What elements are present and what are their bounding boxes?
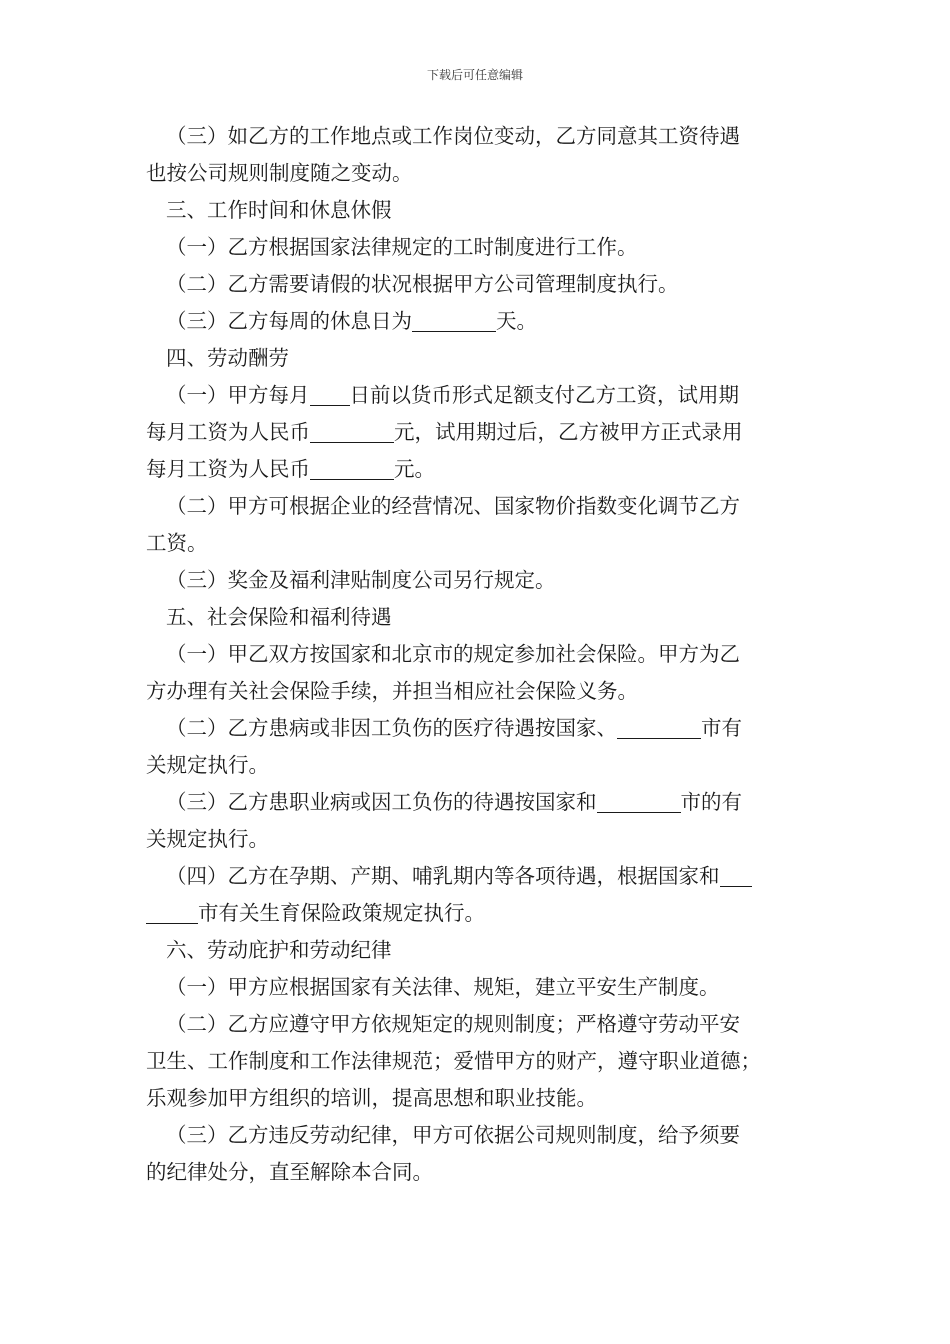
paragraph: （二）乙方应遵守甲方依规矩定的规则制度；严格遵守劳动平安 xyxy=(166,1012,740,1036)
paragraph-continuation: 关规定执行。 xyxy=(146,827,269,851)
paragraph xyxy=(146,710,818,747)
paragraph: （一）甲方应根据国家有关法律、规矩，建立平安生产制度。 xyxy=(166,975,720,999)
paragraph xyxy=(146,377,818,414)
paragraph: （一）甲乙双方按国家和北京市的规定参加社会保险。甲方为乙 xyxy=(166,642,740,666)
text-segment: （二）乙方患病或非因工负伤的医疗待遇按国家、 xyxy=(166,716,617,740)
text-segment: 市的有 xyxy=(680,790,742,814)
text-segment: 每月工资为人民币 xyxy=(146,457,310,481)
paragraph: （三）奖金及福利津贴制度公司另行规定。 xyxy=(166,568,556,592)
paragraph-continuation xyxy=(146,414,818,451)
paragraph-continuation: 的纪律处分，直至解除本合同。 xyxy=(146,1160,433,1184)
text-segment: 元，试用期过后，乙方被甲方正式录用 xyxy=(394,420,743,444)
document-body xyxy=(146,118,818,1191)
paragraph-continuation xyxy=(146,155,818,192)
paragraph-continuation: 卫生、工作制度和工作法律规范；爱惜甲方的财产，遵守职业道德； xyxy=(146,1049,761,1073)
paragraph: （三）乙方违反劳动纪律，甲方可依据公司规则制度，给予须要 xyxy=(166,1123,740,1147)
text-line: 也按公司规则制度随之变动。 xyxy=(146,161,413,185)
text-line: （三）如乙方的工作地点或工作岗位变动，乙方同意其工资待遇 xyxy=(166,124,740,148)
paragraph: （一）乙方根据国家法律规定的工时制度进行工作。 xyxy=(166,235,638,259)
paragraph-continuation: 方办理有关社会保险手续，并担当相应社会保险义务。 xyxy=(146,679,638,703)
fill-in-blank[interactable] xyxy=(310,457,394,480)
fill-in-blank[interactable] xyxy=(146,901,198,924)
fill-in-blank[interactable] xyxy=(310,420,394,443)
text-segment: 日前以货币形式足额支付乙方工资，试用期 xyxy=(349,383,739,407)
page-header: 下载后可任意编辑 xyxy=(426,68,523,82)
text-segment: （三）乙方患职业病或因工负伤的待遇按国家和 xyxy=(166,790,597,814)
fill-in-blank[interactable] xyxy=(720,864,752,887)
paragraph-continuation xyxy=(146,895,818,932)
fill-in-blank[interactable] xyxy=(597,790,681,813)
paragraph: （二）甲方可根据企业的经营情况、国家物价指数变化调节乙方 xyxy=(166,494,740,518)
paragraph xyxy=(146,303,818,340)
text-segment: 元。 xyxy=(394,457,435,481)
fill-in-blank[interactable] xyxy=(412,309,496,332)
text-segment: 每月工资为人民币 xyxy=(146,420,310,444)
section-heading: 六、劳动庇护和劳动纪律 xyxy=(166,938,392,962)
paragraph xyxy=(146,858,818,895)
text-segment: （四）乙方在孕期、产期、哺乳期内等各项待遇，根据国家和 xyxy=(166,864,720,888)
section-heading: 五、社会保险和福利待遇 xyxy=(166,605,392,629)
fill-in-blank[interactable] xyxy=(310,383,350,406)
fill-in-blank[interactable] xyxy=(617,716,701,739)
paragraph: （二）乙方需要请假的状况根据甲方公司管理制度执行。 xyxy=(166,272,679,296)
paragraph xyxy=(146,784,818,821)
section-heading: 四、劳动酬劳 xyxy=(166,346,289,370)
text-segment: （一）甲方每月 xyxy=(166,383,310,407)
paragraph-continuation xyxy=(146,451,818,488)
text-segment: 市有 xyxy=(701,716,742,740)
paragraph-continuation: 乐观参加甲方组织的培训，提高思想和职业技能。 xyxy=(146,1086,597,1110)
text-segment: 天。 xyxy=(496,309,537,333)
paragraph-continuation: 工资。 xyxy=(146,531,208,555)
text-segment: 市有关生育保险政策规定执行。 xyxy=(198,901,485,925)
section-heading: 三、工作时间和休息休假 xyxy=(166,198,392,222)
paragraph xyxy=(146,118,818,155)
paragraph-continuation: 关规定执行。 xyxy=(146,753,269,777)
text-segment: （三）乙方每周的休息日为 xyxy=(166,309,412,333)
